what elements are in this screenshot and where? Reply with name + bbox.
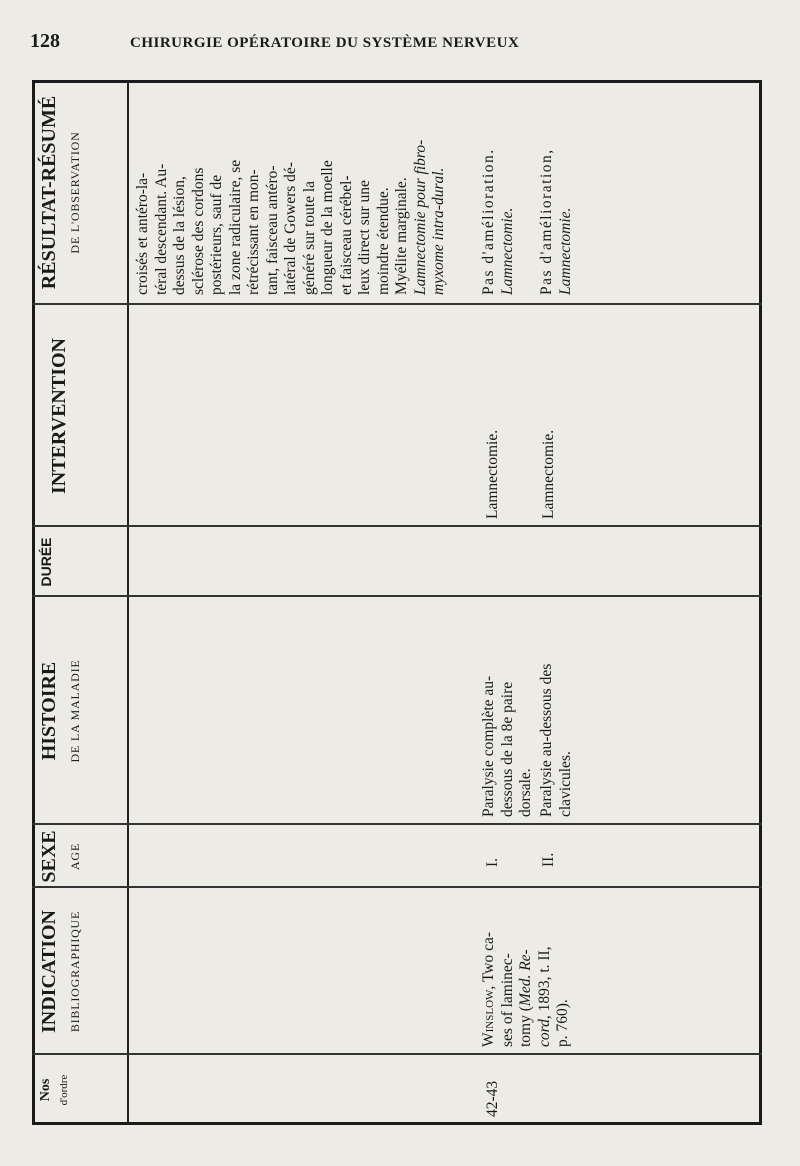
resultat-continuation-line: postérieurs, sauf de	[208, 174, 225, 295]
column-nos	[32, 1055, 762, 1125]
resultat-continuation-line: dessus de la lésion,	[171, 176, 188, 295]
sexe-value: II.	[540, 852, 557, 867]
histoire-text	[538, 599, 575, 817]
indication-line: ses of laminec-	[498, 953, 516, 1047]
row-number: 42-43	[484, 1080, 501, 1117]
resultat-continuation-line: rétrécissant en mon-	[245, 169, 262, 295]
resultat-text	[480, 85, 517, 295]
histoire-text	[480, 599, 536, 817]
resultat-continuation-line: généré sur toute la	[300, 180, 318, 295]
resultat-continuation-italic: myxome intra-dural.	[430, 167, 447, 295]
page-number: 128	[30, 30, 60, 52]
header-indication: INDICATION	[38, 910, 60, 1033]
histoire-line: dorsale.	[517, 768, 534, 817]
journal-title-end: cord	[535, 1019, 553, 1047]
resultat-continuation-line: la zone radiculaire, se	[226, 159, 244, 295]
resultat-continuation-line: téral descendant. Au-	[152, 163, 170, 295]
resultat-continuation-line: croisés et antéro-la-	[134, 172, 151, 295]
header-histoire-sub: DE LA MALADIE	[68, 659, 82, 763]
histoire-line: Paralysie complète au-	[480, 675, 497, 817]
indication-fragment: , Two ca-	[480, 931, 497, 990]
resultat-continuation-line: sclérose des cordons	[189, 167, 207, 295]
header-nos: Nos	[38, 1078, 53, 1102]
indication-line: p. 760).	[554, 999, 571, 1047]
header-nos-sub: d'ordre	[58, 1074, 70, 1106]
column-duree	[32, 527, 762, 597]
header-resultat: RÉSULTAT-RÉSUMÉ	[38, 95, 60, 290]
column-sexe	[32, 825, 762, 888]
resultat-text	[538, 85, 575, 295]
resultat-continuation-line: longueur de la moelle	[319, 160, 336, 295]
resultat-continuation-italic: Lamnectomie pour fibro-	[411, 139, 429, 295]
indication-text	[480, 889, 573, 1047]
sexe-value: I.	[484, 857, 501, 867]
header-sexe: SEXE	[38, 830, 60, 883]
resultat-continuation	[134, 85, 449, 295]
header-duree: DURÉE	[38, 537, 54, 587]
intervention-text: Lamnectomie.	[540, 429, 557, 519]
resultat-continuation-line: leux direct sur une	[356, 180, 373, 295]
histoire-line: clavicules.	[556, 751, 574, 817]
rotated-table	[32, 80, 762, 1125]
indication-fragment: tomy (	[517, 1006, 534, 1047]
resultat-continuation-line: Myélite marginale.	[393, 177, 410, 295]
journal-title: Med. Re-	[517, 949, 534, 1007]
histoire-line: Paralysie au-dessous des	[538, 663, 555, 817]
header-intervention: INTERVENTION	[48, 338, 70, 494]
histoire-line: dessous de la 8e paire	[498, 681, 516, 817]
resultat-continuation-line: latéral de Gowers dé-	[282, 162, 299, 295]
header-sexe-sub: AGE	[68, 842, 82, 871]
resultat-line: Pas d'amélioration.	[480, 148, 497, 295]
resultat-continuation-line: moindre étendue.	[374, 187, 392, 295]
header-resultat-sub: DE L'OBSERVATION	[68, 131, 82, 254]
indication-fragment: , 1893, t. II,	[535, 946, 553, 1020]
header-histoire: HISTOIRE	[38, 661, 60, 761]
resultat-italic: Lamnectomie.	[498, 207, 516, 295]
column-indication	[32, 888, 762, 1055]
resultat-continuation-line: et faisceau cérébel-	[337, 175, 355, 295]
column-histoire	[32, 597, 762, 825]
resultat-line: Pas d'amélioration,	[538, 148, 555, 295]
running-title: CHIRURGIE OPÉRATOIRE DU SYSTÈME NERVEUX	[130, 35, 520, 51]
intervention-text: Lamnectomie.	[484, 429, 501, 519]
column-intervention	[32, 305, 762, 527]
header-indication-sub: BIBLIOGRAPHIQUE	[68, 910, 82, 1033]
resultat-continuation-line: tant, faisceau antéro-	[263, 165, 281, 295]
author-name: Winslow	[480, 989, 497, 1047]
resultat-italic: Lamnectomie.	[556, 207, 574, 295]
